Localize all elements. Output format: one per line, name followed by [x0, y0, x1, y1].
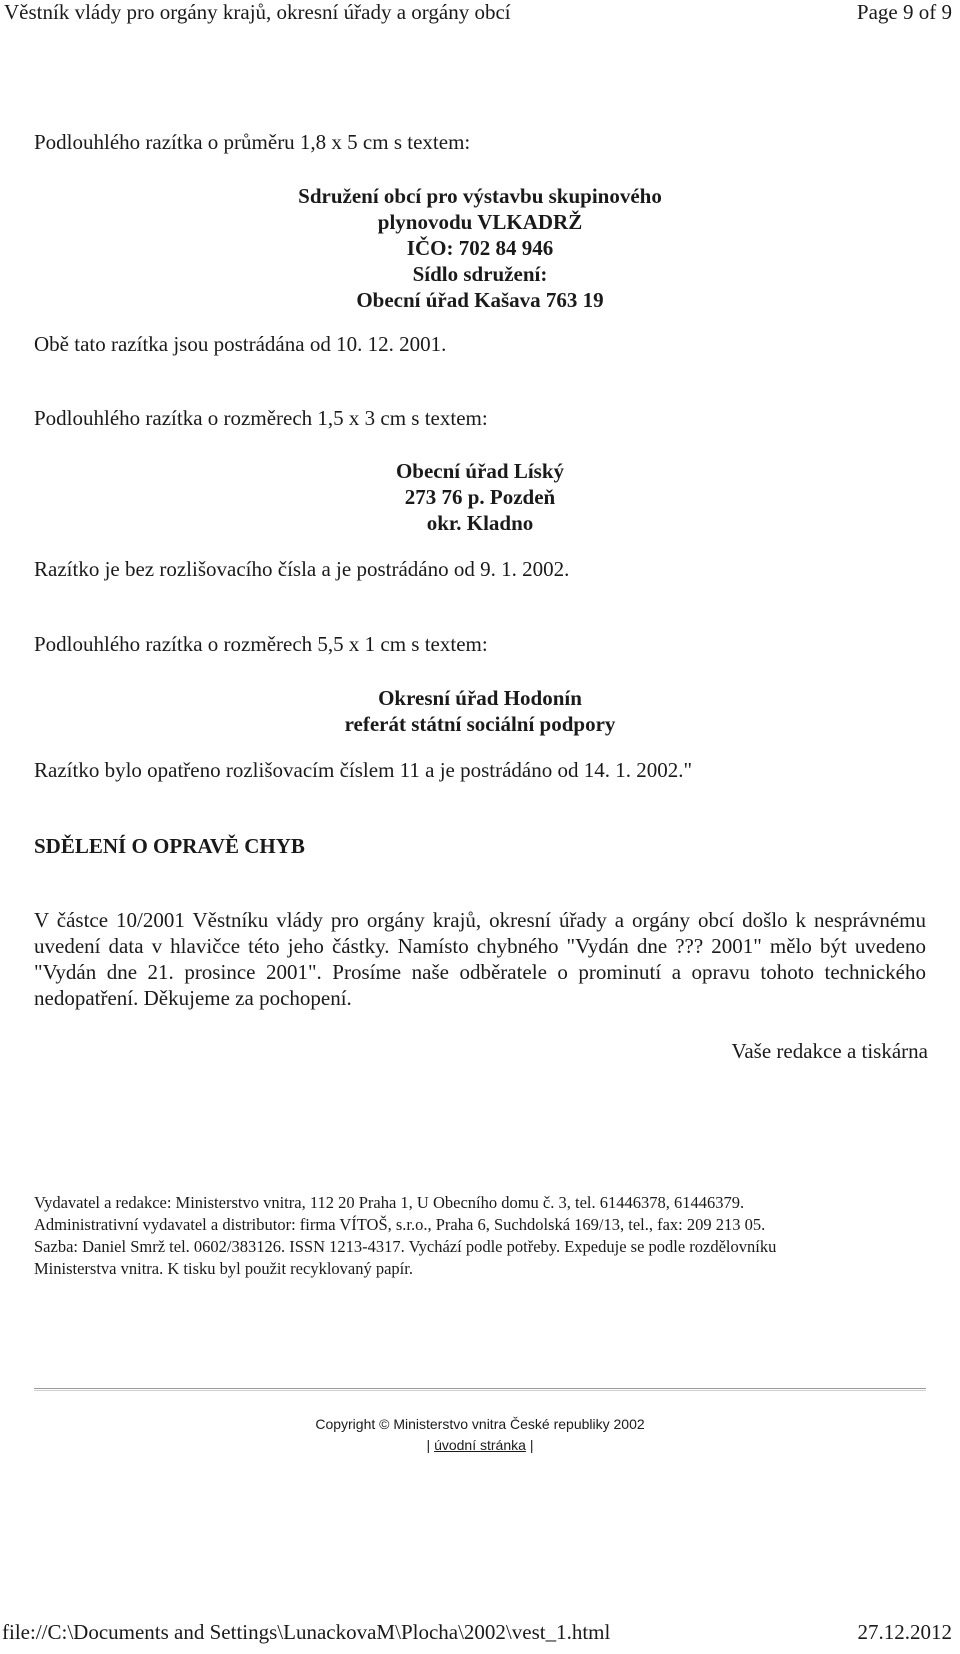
- stamp2-line: okr. Kladno: [426, 511, 534, 535]
- correction-heading: SDĚLENÍ O OPRAVĚ CHYB: [34, 834, 305, 858]
- correction-body: V částce 10/2001 Věstníku vlády pro orgány krajů, okresní úřady a orgány obcí došlo k nesprávnému uvedení data v hlavičce této jeho částky. Namísto chybného "Vydán dne ??? 2001" mělo být uvedeno "Vydán dne 21. prosince 2001". Prosíme naše odběratele o prominutí a opravu tohoto technického nedopatření. Děkujeme za pochopení.: [34, 908, 926, 1010]
- copyright-line: Copyright © Ministerstvo vnitra České republiky 2002: [315, 1416, 645, 1432]
- stamp1-line: IČO: 702 84 946: [406, 236, 554, 260]
- link-separator: |: [529, 1437, 534, 1453]
- stamp1-line: plynovodu VLKADRŽ: [377, 210, 583, 234]
- page-number: Page 9 of 9: [856, 0, 952, 24]
- print-header: [0, 0, 960, 32]
- home-page-link[interactable]: úvodní stránka: [434, 1437, 526, 1453]
- stamp2-intro: Podlouhlého razítka o rozměrech 1,5 x 3 cm s textem:: [34, 406, 488, 430]
- stamp2-line: 273 76 p. Pozdeň: [404, 485, 556, 509]
- stamp1-line: Sdružení obcí pro výstavbu skupinového: [298, 184, 662, 208]
- stamp2-text: [0, 458, 960, 536]
- stamp1-line: Sídlo sdružení:: [412, 262, 548, 286]
- stamp1-note: Obě tato razítka jsou postrádána od 10. 12. 2001.: [34, 332, 447, 356]
- stamp1-line: Obecní úřad Kašava 763 19: [356, 288, 604, 312]
- stamp3-intro: Podlouhlého razítka o rozměrech 5,5 x 1 cm s textem:: [34, 632, 488, 656]
- stamp2-line: Obecní úřad Líský: [395, 459, 565, 483]
- stamp3-line: referát státní sociální podpory: [344, 712, 616, 736]
- link-separator: |: [426, 1437, 431, 1453]
- stamp1-text: [0, 183, 960, 313]
- stamp3-note: Razítko bylo opatřeno rozlišovacím číslem 11 a je postrádáno od 14. 1. 2002.": [34, 758, 693, 782]
- stamp3-text: [0, 685, 960, 737]
- correction-signature: Vaše redakce a tiskárna: [731, 1039, 928, 1063]
- stamp1-intro: Podlouhlého razítka o průměru 1,8 x 5 cm s textem:: [34, 130, 471, 154]
- divider: [34, 1388, 926, 1391]
- home-link-row: [0, 1437, 960, 1453]
- imprint-line: Sazba: Daniel Smrž tel. 0602/383126. ISSN 1213-4317. Vychází podle potřeby. Expeduje se podle rozdělovníku: [34, 1237, 777, 1256]
- print-date: 27.12.2012: [857, 1620, 952, 1644]
- stamp2-note: Razítko je bez rozlišovacího čísla a je postrádáno od 9. 1. 2002.: [34, 557, 570, 581]
- stamp3-line: Okresní úřad Hodonín: [378, 686, 582, 710]
- imprint-line: Ministerstva vnitra. K tisku byl použit recyklovaný papír.: [34, 1259, 413, 1278]
- imprint-line: Vydavatel a redakce: Ministerstvo vnitra, 112 20 Praha 1, U Obecního domu č. 3, tel. 61446378, 61446379.: [34, 1193, 745, 1212]
- document-title: Věstník vlády pro orgány krajů, okresní úřady a orgány obcí: [4, 0, 511, 24]
- file-path: file://C:\Documents and Settings\LunackovaM\Plocha\2002\vest_1.html: [2, 1620, 611, 1644]
- imprint-line: Administrativní vydavatel a distributor: firma VÍTOŠ, s.r.o., Praha 6, Suchdolská 169/13, tel., fax: 209 213 05.: [34, 1215, 766, 1234]
- imprint: [34, 1192, 934, 1280]
